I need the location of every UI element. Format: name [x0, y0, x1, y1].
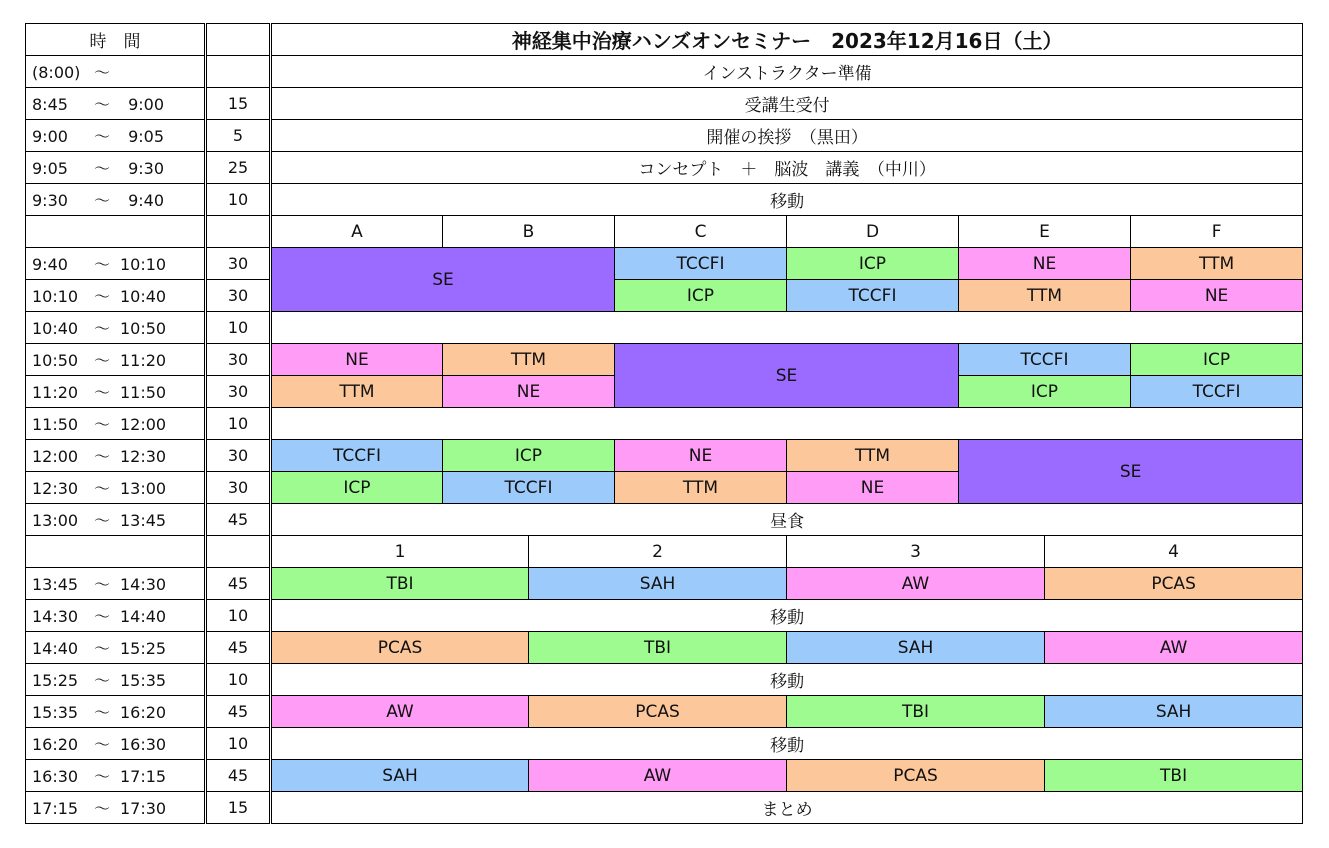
- schedule-row: [26, 280, 1303, 312]
- schedule-row: [26, 728, 1303, 760]
- session-tccfi: TCCFI: [271, 440, 443, 472]
- time-tilde: ～: [93, 767, 110, 786]
- schedule-row: [26, 664, 1303, 696]
- duration-minutes: 30: [206, 440, 271, 472]
- session-cell: F: [1131, 216, 1303, 248]
- start-time: 13:00: [32, 511, 79, 530]
- time-tilde: ～: [93, 191, 110, 210]
- session-icp: ICP: [787, 248, 959, 280]
- session-cell: 開催の挨拶 （黒田）: [271, 120, 1303, 152]
- time-range: [26, 472, 206, 504]
- session-tccfi: TCCFI: [615, 248, 787, 280]
- session-aw: AW: [1045, 632, 1303, 664]
- time-tilde: ～: [93, 319, 110, 338]
- end-time: 13:45: [120, 511, 167, 530]
- session-cell: 移動: [271, 184, 1303, 216]
- duration-minutes: [206, 56, 271, 88]
- time-tilde: ～: [93, 287, 110, 306]
- schedule-row: [26, 536, 1303, 568]
- session-tbi: TBI: [1045, 760, 1303, 792]
- time-range: [26, 280, 206, 312]
- session-cell: 3: [787, 536, 1045, 568]
- session-cell: まとめ: [271, 792, 1303, 824]
- time-range: [26, 600, 206, 632]
- session-se: SE: [615, 344, 959, 408]
- end-time: 15:25: [120, 639, 167, 658]
- session-cell: 4: [1045, 536, 1303, 568]
- time-tilde: ～: [93, 255, 110, 274]
- session-ne: NE: [443, 376, 615, 408]
- start-time: 16:20: [32, 735, 79, 754]
- time-tilde: ～: [93, 479, 110, 498]
- start-time: 9:40: [32, 255, 68, 274]
- schedule-row: [26, 248, 1303, 280]
- time-tilde: ～: [93, 703, 110, 722]
- end-time: 17:30: [120, 799, 167, 818]
- session-icp: ICP: [271, 472, 443, 504]
- schedule-table: [25, 23, 1303, 824]
- time-tilde: ～: [93, 671, 110, 690]
- time-range: [26, 728, 206, 760]
- session-cell: D: [787, 216, 959, 248]
- time-header: 時 間: [26, 24, 206, 56]
- schedule-row: [26, 504, 1303, 536]
- schedule-row: [26, 408, 1303, 440]
- time-range: [26, 216, 206, 248]
- duration-minutes: 10: [206, 664, 271, 696]
- session-tbi: TBI: [787, 696, 1045, 728]
- session-aw: AW: [271, 696, 529, 728]
- session-tccfi: TCCFI: [787, 280, 959, 312]
- duration-minutes: 10: [206, 600, 271, 632]
- session-sah: SAH: [1045, 696, 1303, 728]
- time-range: [26, 792, 206, 824]
- schedule-row: [26, 696, 1303, 728]
- duration-minutes: 5: [206, 120, 271, 152]
- end-time: 10:40: [120, 287, 167, 306]
- time-tilde: ～: [93, 351, 110, 370]
- start-time: 16:30: [32, 767, 79, 786]
- session-cell: インストラクター準備: [271, 56, 1303, 88]
- session-ne: NE: [787, 472, 959, 504]
- session-cell: 移動: [271, 664, 1303, 696]
- session-cell: [271, 408, 1303, 440]
- time-tilde: ～: [93, 159, 110, 178]
- duration-minutes: 45: [206, 760, 271, 792]
- time-range: [26, 152, 206, 184]
- start-time: 8:45: [32, 95, 68, 114]
- time-tilde: ～: [93, 415, 110, 434]
- session-se: SE: [271, 248, 615, 312]
- time-range: [26, 760, 206, 792]
- session-tccfi: TCCFI: [443, 472, 615, 504]
- session-ttm: TTM: [443, 344, 615, 376]
- session-se: SE: [959, 440, 1303, 504]
- end-time: 17:15: [120, 767, 167, 786]
- session-cell: E: [959, 216, 1131, 248]
- duration-minutes: 45: [206, 504, 271, 536]
- end-time: 10:50: [120, 319, 167, 338]
- end-time: 9:00: [128, 95, 164, 114]
- time-range: [26, 376, 206, 408]
- time-tilde: ～: [93, 607, 110, 626]
- time-range: [26, 184, 206, 216]
- end-time: 9:40: [128, 191, 164, 210]
- time-range: [26, 312, 206, 344]
- schedule-row: [26, 760, 1303, 792]
- time-tilde: ～: [93, 127, 110, 146]
- start-time: 9:30: [32, 191, 68, 210]
- schedule-row: [26, 184, 1303, 216]
- session-pcas: PCAS: [271, 632, 529, 664]
- time-range: [26, 632, 206, 664]
- time-range: [26, 440, 206, 472]
- schedule-row: [26, 440, 1303, 472]
- schedule-row: [26, 312, 1303, 344]
- session-icp: ICP: [1131, 344, 1303, 376]
- duration-minutes: 15: [206, 792, 271, 824]
- session-cell: 1: [271, 536, 529, 568]
- session-ne: NE: [271, 344, 443, 376]
- duration-minutes: 30: [206, 376, 271, 408]
- time-range: [26, 120, 206, 152]
- start-time: 9:05: [32, 159, 68, 178]
- session-cell: [271, 312, 1303, 344]
- start-time: 14:40: [32, 639, 79, 658]
- end-time: 12:00: [120, 415, 167, 434]
- schedule-row: [26, 120, 1303, 152]
- session-ne: NE: [1131, 280, 1303, 312]
- header-row: [26, 24, 1303, 56]
- session-ttm: TTM: [1131, 248, 1303, 280]
- session-cell: 受講生受付: [271, 88, 1303, 120]
- time-range: [26, 248, 206, 280]
- time-tilde: ～: [93, 639, 110, 658]
- start-time: 11:50: [32, 415, 79, 434]
- schedule-row: [26, 568, 1303, 600]
- start-time: 15:35: [32, 703, 79, 722]
- session-pcas: PCAS: [1045, 568, 1303, 600]
- time-tilde: ～: [93, 447, 110, 466]
- schedule-row: [26, 88, 1303, 120]
- session-ttm: TTM: [959, 280, 1131, 312]
- session-cell: 2: [529, 536, 787, 568]
- time-tilde: ～: [93, 511, 110, 530]
- session-cell: B: [443, 216, 615, 248]
- session-icp: ICP: [959, 376, 1131, 408]
- schedule-row: [26, 56, 1303, 88]
- end-time: 14:30: [120, 575, 167, 594]
- seminar-title: 神経集中治療ハンズオンセミナー 2023年12月16日（土）: [271, 24, 1303, 56]
- session-ttm: TTM: [787, 440, 959, 472]
- schedule-body: [26, 24, 1303, 824]
- time-range: [26, 344, 206, 376]
- start-time: 15:25: [32, 671, 79, 690]
- schedule-row: [26, 152, 1303, 184]
- end-time: 12:30: [120, 447, 167, 466]
- session-cell: C: [615, 216, 787, 248]
- duration-minutes: 30: [206, 472, 271, 504]
- end-time: 16:20: [120, 703, 167, 722]
- duration-minutes: 10: [206, 312, 271, 344]
- time-range: [26, 56, 206, 88]
- session-sah: SAH: [529, 568, 787, 600]
- time-tilde: ～: [93, 383, 110, 402]
- start-time: 10:40: [32, 319, 79, 338]
- end-time: 14:40: [120, 607, 167, 626]
- time-range: [26, 536, 206, 568]
- time-range: [26, 696, 206, 728]
- start-time: 9:00: [32, 127, 68, 146]
- schedule-row: [26, 792, 1303, 824]
- time-tilde: ～: [93, 799, 110, 818]
- session-icp: ICP: [615, 280, 787, 312]
- schedule-row: [26, 632, 1303, 664]
- session-icp: ICP: [443, 440, 615, 472]
- duration-minutes: 45: [206, 568, 271, 600]
- session-tbi: TBI: [529, 632, 787, 664]
- session-aw: AW: [787, 568, 1045, 600]
- time-range: [26, 568, 206, 600]
- time-range: [26, 504, 206, 536]
- start-time: 12:00: [32, 447, 79, 466]
- time-range: [26, 88, 206, 120]
- time-tilde: ～: [93, 95, 110, 114]
- duration-minutes: [206, 216, 271, 248]
- start-time: 12:30: [32, 479, 79, 498]
- session-cell: コンセプト ＋ 脳波 講義 （中川）: [271, 152, 1303, 184]
- end-time: 9:30: [128, 159, 164, 178]
- duration-minutes: 30: [206, 248, 271, 280]
- time-tilde: ～: [93, 735, 110, 754]
- session-pcas: PCAS: [529, 696, 787, 728]
- start-time: 17:15: [32, 799, 79, 818]
- session-sah: SAH: [787, 632, 1045, 664]
- session-pcas: PCAS: [787, 760, 1045, 792]
- duration-minutes: 30: [206, 280, 271, 312]
- session-ttm: TTM: [271, 376, 443, 408]
- time-tilde: ～: [93, 575, 110, 594]
- end-time: 11:20: [120, 351, 167, 370]
- end-time: 11:50: [120, 383, 167, 402]
- session-sah: SAH: [271, 760, 529, 792]
- duration-minutes: 10: [206, 408, 271, 440]
- duration-minutes: 45: [206, 696, 271, 728]
- session-cell: 昼食: [271, 504, 1303, 536]
- schedule-row: [26, 216, 1303, 248]
- end-time: 9:05: [128, 127, 164, 146]
- duration-minutes: 10: [206, 728, 271, 760]
- session-aw: AW: [529, 760, 787, 792]
- start-time: 10:50: [32, 351, 79, 370]
- duration-minutes: 30: [206, 344, 271, 376]
- time-range: [26, 664, 206, 696]
- session-ttm: TTM: [615, 472, 787, 504]
- session-cell: A: [271, 216, 443, 248]
- end-time: 13:00: [120, 479, 167, 498]
- end-time: 16:30: [120, 735, 167, 754]
- session-tccfi: TCCFI: [959, 344, 1131, 376]
- end-time: 15:35: [120, 671, 167, 690]
- duration-minutes: 25: [206, 152, 271, 184]
- session-ne: NE: [615, 440, 787, 472]
- time-tilde: ～: [93, 63, 110, 82]
- duration-minutes: 15: [206, 88, 271, 120]
- schedule-row: [26, 600, 1303, 632]
- start-time: 10:10: [32, 287, 79, 306]
- duration-minutes: [206, 536, 271, 568]
- session-tccfi: TCCFI: [1131, 376, 1303, 408]
- duration-minutes: 10: [206, 184, 271, 216]
- duration-minutes: 45: [206, 632, 271, 664]
- start-time: 14:30: [32, 607, 79, 626]
- session-cell: 移動: [271, 728, 1303, 760]
- session-tbi: TBI: [271, 568, 529, 600]
- start-time: (8:00): [32, 63, 81, 82]
- session-ne: NE: [959, 248, 1131, 280]
- schedule-row: [26, 344, 1303, 376]
- start-time: 13:45: [32, 575, 79, 594]
- end-time: 10:10: [120, 255, 167, 274]
- session-cell: 移動: [271, 600, 1303, 632]
- duration-header: [206, 24, 271, 56]
- start-time: 11:20: [32, 383, 79, 402]
- time-range: [26, 408, 206, 440]
